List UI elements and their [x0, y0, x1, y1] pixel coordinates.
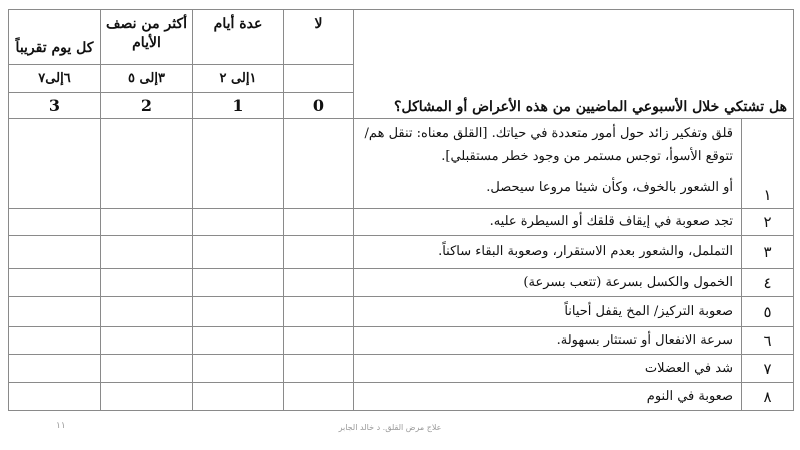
- answer-cell-daily[interactable]: [9, 236, 101, 269]
- answer-cell-not-at-all[interactable]: [284, 297, 354, 327]
- item-text: [354, 119, 742, 209]
- answer-cell-daily[interactable]: [9, 119, 101, 209]
- item-number: ٤: [742, 269, 794, 297]
- score-more-than-half: 2: [101, 93, 193, 119]
- table-row: [9, 209, 794, 236]
- answer-cell-more-than-half[interactable]: [101, 327, 193, 355]
- answer-cell-several-days[interactable]: [193, 383, 284, 411]
- item-number: ٥: [742, 297, 794, 327]
- item-text: الخمول والكسل بسرعة (تتعب بسرعة): [354, 269, 742, 297]
- answer-cell-several-days[interactable]: [193, 297, 284, 327]
- answer-cell-more-than-half[interactable]: [101, 383, 193, 411]
- answer-cell-several-days[interactable]: [193, 236, 284, 269]
- range-several-days: ١إلى ٢: [193, 65, 284, 93]
- item-text-line: تتوقع الأسوأ، توجس مستمر من وجود خطر مستقبلي].: [441, 149, 733, 164]
- item-text: شد في العضلات: [354, 355, 742, 383]
- item-text-line: أو الشعور بالخوف، وكأن شيئا مروعا سيحصل.: [486, 180, 733, 195]
- answer-cell-not-at-all[interactable]: [284, 383, 354, 411]
- answer-cell-more-than-half[interactable]: [101, 297, 193, 327]
- item-number: ٣: [742, 236, 794, 269]
- answer-cell-daily[interactable]: [9, 327, 101, 355]
- page-number: ١١: [56, 421, 66, 431]
- answer-cell-several-days[interactable]: [193, 209, 284, 236]
- table-row: [9, 269, 794, 297]
- range-more-than-half: ٣إلى ٥: [101, 65, 193, 93]
- table-row: [9, 383, 794, 411]
- item-text: التململ، والشعور بعدم الاستقرار، وصعوبة البقاء ساكناً.: [354, 236, 742, 269]
- item-number: ١: [742, 119, 794, 209]
- answer-cell-not-at-all[interactable]: [284, 119, 354, 209]
- item-text-line: قلق وتفكير زائد حول أمور متعددة في حياتك. [القلق معناه: تنقل هم/: [364, 126, 733, 141]
- item-number: ٢: [742, 209, 794, 236]
- range-daily: ٦إلى٧: [9, 65, 101, 93]
- answer-cell-several-days[interactable]: [193, 269, 284, 297]
- answer-cell-daily[interactable]: [9, 383, 101, 411]
- answer-cell-not-at-all[interactable]: [284, 236, 354, 269]
- answer-cell-not-at-all[interactable]: [284, 355, 354, 383]
- item-number: ٧: [742, 355, 794, 383]
- score-several-days: 1: [193, 93, 284, 119]
- score-daily: 3: [9, 93, 101, 119]
- answer-cell-not-at-all[interactable]: [284, 327, 354, 355]
- column-header-not-at-all: لا: [284, 10, 354, 65]
- table-row: [9, 119, 794, 209]
- item-text: صعوبة التركيز/ المخ يقفل أحياناً: [354, 297, 742, 327]
- item-text: سرعة الانفعال أو تستثار بسهولة.: [354, 327, 742, 355]
- column-header-more-than-half: أكثر من نصف الأيام: [101, 10, 193, 65]
- item-text: تجد صعوبة في إيقاف قلقك أو السيطرة عليه.: [354, 209, 742, 236]
- table-row: [9, 297, 794, 327]
- answer-cell-more-than-half[interactable]: [101, 355, 193, 383]
- answer-cell-more-than-half[interactable]: [101, 209, 193, 236]
- table-row: [9, 327, 794, 355]
- item-number: ٨: [742, 383, 794, 411]
- answer-cell-daily[interactable]: [9, 209, 101, 236]
- header-label-row: [9, 10, 794, 65]
- answer-cell-daily[interactable]: [9, 297, 101, 327]
- column-header-daily: كل يوم تقريباً: [9, 10, 101, 65]
- answer-cell-several-days[interactable]: [193, 119, 284, 209]
- item-number: ٦: [742, 327, 794, 355]
- score-not-at-all: 0: [284, 93, 354, 119]
- table-row: [9, 236, 794, 269]
- answer-cell-more-than-half[interactable]: [101, 269, 193, 297]
- question-header: هل تشتكي خلال الأسبوعي الماضيين من هذه الأعراض أو المشاكل؟: [354, 10, 794, 119]
- answer-cell-daily[interactable]: [9, 355, 101, 383]
- answer-cell-daily[interactable]: [9, 269, 101, 297]
- table-row: [9, 355, 794, 383]
- answer-cell-several-days[interactable]: [193, 327, 284, 355]
- anxiety-symptom-table: [8, 9, 794, 411]
- answer-cell-more-than-half[interactable]: [101, 119, 193, 209]
- footer-title: علاج مرض القلق. د خالد الجابر: [338, 423, 442, 432]
- answer-cell-several-days[interactable]: [193, 355, 284, 383]
- answer-cell-not-at-all[interactable]: [284, 209, 354, 236]
- column-header-several-days: عدة أيام: [193, 10, 284, 65]
- answer-cell-not-at-all[interactable]: [284, 269, 354, 297]
- answer-cell-more-than-half[interactable]: [101, 236, 193, 269]
- range-not-at-all: [284, 65, 354, 93]
- item-text: صعوبة في النوم: [354, 383, 742, 411]
